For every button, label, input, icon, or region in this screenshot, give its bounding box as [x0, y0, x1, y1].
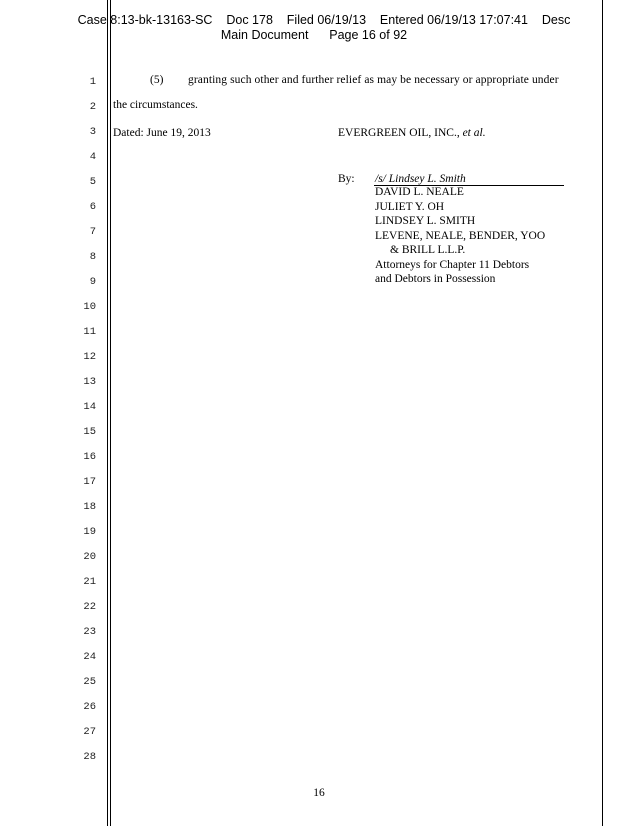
left-margin-rule [107, 0, 108, 826]
line-number: 19 [83, 526, 96, 538]
line-number: 11 [83, 326, 96, 338]
line-number: 21 [83, 576, 96, 588]
line-number: 24 [83, 651, 96, 663]
dated-line: Dated: June 19, 2013 [113, 127, 211, 139]
line-number: 9 [89, 276, 96, 288]
line-number: 10 [83, 301, 96, 313]
left-margin-rule-inner [110, 0, 111, 826]
line-number: 13 [83, 376, 96, 388]
party-name-text: EVERGREEN OIL, INC., [338, 127, 460, 139]
signature-line-7: and Debtors in Possession [375, 273, 496, 285]
signature-line-2: JULIET Y. OH [375, 201, 445, 213]
item-text: granting such other and further relief as may be necessary or appropriate under [188, 74, 559, 86]
case-header-subline: Main Document Page 16 of 92 [220, 28, 408, 42]
line-number: 17 [83, 476, 96, 488]
line-number: 22 [83, 601, 96, 613]
line-number: 5 [89, 176, 96, 188]
signature-line-4: LEVENE, NEALE, BENDER, YOO [375, 230, 546, 242]
line-number: 8 [89, 251, 96, 263]
line-number: 25 [83, 676, 96, 688]
line-number: 20 [83, 551, 96, 563]
line-number: 14 [83, 401, 96, 413]
line-number: 6 [89, 201, 96, 213]
line-number: 27 [83, 726, 96, 738]
line-number: 15 [83, 426, 96, 438]
page-number: 16 [313, 787, 325, 799]
right-margin-rule [602, 0, 603, 826]
line-number: 16 [83, 451, 96, 463]
signature-line-3: LINDSEY L. SMITH [375, 215, 476, 227]
line-number: 3 [89, 126, 96, 138]
line-number: 4 [89, 151, 96, 163]
line-number: 12 [83, 351, 96, 363]
party-suffix: et al. [462, 127, 486, 139]
signature-line-5: & BRILL L.L.P. [390, 244, 466, 256]
line-number: 28 [83, 751, 96, 763]
signature-line-6: Attorneys for Chapter 11 Debtors [375, 259, 530, 271]
item-number: (5) [150, 74, 164, 86]
line-number: 26 [83, 701, 96, 713]
continuation-text: the circumstances. [113, 99, 198, 111]
case-header-line: Case 8:13-bk-13163-SC Doc 178 Filed 06/19/13 Entered 06/19/13 17:07:41 Desc [77, 13, 571, 27]
line-number: 1 [89, 76, 96, 88]
line-number: 23 [83, 626, 96, 638]
signature-name: /s/ Lindsey L. Smith [375, 173, 466, 185]
signature-line-1: DAVID L. NEALE [375, 186, 464, 198]
line-number: 18 [83, 501, 96, 513]
line-number: 7 [89, 226, 96, 238]
party-name [338, 127, 486, 139]
by-label: By: [338, 173, 355, 185]
line-number: 2 [89, 101, 96, 113]
